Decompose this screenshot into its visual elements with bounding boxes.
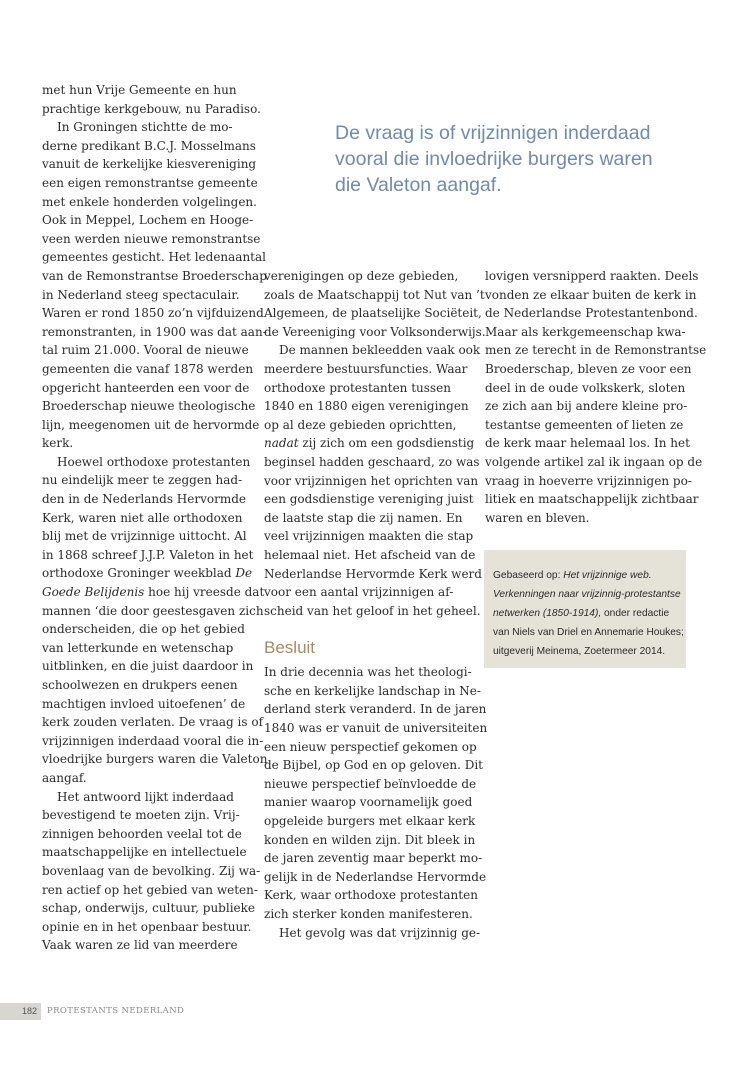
text-line: remonstranten, in 1900 was dat aan- bbox=[42, 324, 267, 339]
text-line: zinnigen behoorden veelal tot de bbox=[42, 826, 242, 841]
text-line: voor een aantal vrijzinnigen af- bbox=[264, 585, 454, 600]
text-line: vrijzinnigen inderdaad vooral die in- bbox=[42, 733, 264, 748]
paragraph bbox=[42, 118, 267, 453]
text-line bbox=[42, 564, 253, 583]
text-line bbox=[42, 583, 265, 602]
text-line: Nederlandse Hervormde Kerk werd bbox=[264, 566, 482, 581]
column-1 bbox=[42, 81, 268, 955]
text-span: onder redactie bbox=[601, 608, 670, 619]
text-line: zich sterker konden manifesteren. bbox=[264, 907, 473, 921]
text-line: Algemeen, de plaatselijke Sociëteit, bbox=[264, 306, 482, 321]
text-line: voor vrijzinnigen het oprichten van bbox=[264, 473, 479, 488]
text-line: beginsel hadden geschaard, zo was bbox=[264, 454, 480, 469]
paragraph bbox=[264, 267, 486, 341]
text-line: de jaren zeventig maar beperkt mo- bbox=[264, 851, 483, 866]
text-line: in 1868 schreef J.J.P. Valeton in het bbox=[42, 547, 254, 562]
paragraph bbox=[485, 267, 707, 527]
text-line: manier waarop voornamelijk goed bbox=[264, 795, 473, 810]
source-line bbox=[493, 585, 681, 604]
source-line: van Niels van Driel en Annemarie Houkes; bbox=[493, 627, 684, 638]
pull-quote-line: vooral die invloedrijke burgers waren bbox=[335, 148, 653, 170]
text-span: zij zich om een godsdienstig bbox=[298, 436, 475, 451]
text-line: prachtige kerkgebouw, nu Paradiso. bbox=[42, 101, 261, 116]
text-line: uitblinken, en die juist daardoor in bbox=[42, 659, 254, 674]
text-line: zoals de Maatschappij tot Nut van ’t bbox=[264, 287, 485, 302]
text-line: nu eindelijk meer te zeggen had- bbox=[42, 473, 243, 488]
text-line: orthodoxe protestanten tussen bbox=[264, 380, 451, 395]
text-line: van letterkunde en wetenschap bbox=[42, 640, 234, 655]
text-line: veel vrijzinnigen maakten die stap bbox=[264, 529, 474, 544]
book-title: Verkenningen naar vrijzinnig-protestantse bbox=[493, 589, 681, 600]
text-line: De mannen bekleedden vaak ook bbox=[279, 343, 481, 358]
book-title: Het vrijzinnige web. bbox=[563, 570, 652, 581]
text-line: Ook in Meppel, Lochem en Hooge- bbox=[42, 213, 254, 228]
source-line: uitgeverij Meinema, Zoetermeer 2014. bbox=[493, 646, 666, 657]
text-line: gelijk in de Nederlandse Hervormde bbox=[264, 869, 487, 884]
text-line: men ze terecht in de Remonstrantse bbox=[485, 343, 707, 358]
paragraph bbox=[42, 453, 268, 788]
pull-quote-line: De vraag is of vrijzinnigen inderdaad bbox=[335, 122, 651, 144]
text-line: Hoewel orthodoxe protestanten bbox=[57, 454, 251, 469]
text-line: met enkele honderden volgelingen. bbox=[42, 194, 257, 209]
text-line: verenigingen op deze gebieden, bbox=[264, 269, 459, 283]
text-line: de laatste stap die zij namen. En bbox=[264, 510, 463, 525]
italic-title: Goede Belijdenis bbox=[42, 585, 145, 600]
text-line: tal ruim 21.000. Vooral de nieuwe bbox=[42, 343, 249, 358]
text-line: vanuit de kerkelijke kiesvereniging bbox=[42, 157, 257, 172]
text-line: schoolwezen en drukpers eenen bbox=[42, 678, 238, 692]
text-line: machtigen invloed uitoefenen’ de bbox=[42, 696, 246, 711]
text-line: nieuwe perspectief beïnvloedde de bbox=[264, 776, 477, 791]
text-line: Kerk, waren niet alle orthodoxen bbox=[42, 510, 243, 525]
text-line: 1840 was er vanuit de universiteiten bbox=[264, 721, 488, 736]
text-line: deel in de oude volkskerk, sloten bbox=[485, 380, 686, 395]
text-line: volgende artikel zal ik ingaan op de bbox=[485, 454, 703, 469]
text-line: blij met de vrijzinnige uittocht. Al bbox=[42, 529, 247, 544]
text-line: lijn, meegenomen uit de hervormde bbox=[42, 417, 260, 432]
text-line: onderscheiden, die op het gebied bbox=[42, 622, 245, 637]
text-line: de Bijbel, op God en op geloven. Dit bbox=[264, 758, 483, 773]
text-line: veen werden nieuwe remonstrantse bbox=[42, 231, 261, 246]
text-line: mannen ‘die door geestesgaven zich bbox=[42, 603, 264, 618]
text-line: een godsdienstige vereniging juist bbox=[264, 492, 474, 507]
text-span: Gebaseerd op: bbox=[493, 570, 564, 581]
paragraph bbox=[264, 341, 482, 620]
text-line: de kerk maar helemaal los. In het bbox=[485, 436, 690, 451]
text-line: bevestigend te moeten zijn. Vrij- bbox=[42, 808, 240, 823]
text-line: In drie decennia was het theologi- bbox=[264, 665, 472, 680]
text-line: Maar als kerkgemeenschap kwa- bbox=[485, 324, 686, 339]
text-line: kerk zouden verlaten. De vraag is of bbox=[42, 715, 264, 730]
text-line: litiek en maatschappelijk zichtbaar bbox=[485, 492, 699, 507]
text-line: lovigen versnipperd raakten. Deels bbox=[485, 269, 699, 283]
text-line: met hun Vrije Gemeente en hun bbox=[42, 83, 237, 97]
text-line: vloedrijke burgers waren die Valeton bbox=[42, 752, 268, 767]
text-line: gemeenten die vanaf 1878 werden bbox=[42, 361, 254, 376]
publication-name: PROTESTANTS NEDERLAND bbox=[47, 1006, 185, 1016]
paragraph bbox=[264, 663, 488, 923]
paragraph bbox=[264, 924, 481, 943]
text-line: opgericht hanteerden een voor de bbox=[42, 380, 250, 395]
text-line: vraag in hoeverre vrijzinnigen po- bbox=[485, 473, 692, 488]
book-title: netwerken (1850-1914), bbox=[493, 608, 602, 619]
text-line: de Vereeniging voor Volksonderwijs. bbox=[264, 324, 486, 339]
italic-title: De bbox=[235, 566, 253, 581]
text-line: Het antwoord lijkt inderdaad bbox=[57, 789, 234, 804]
text-line: Waren er rond 1850 zo’n vijfduizend bbox=[42, 306, 264, 321]
text-line: den in de Nederlands Hervormde bbox=[42, 492, 247, 507]
page-footer bbox=[0, 1003, 260, 1020]
source-line bbox=[493, 566, 678, 585]
text-span: orthodoxe Groninger weekblad bbox=[42, 566, 236, 581]
text-line: een eigen remonstrantse gemeente bbox=[42, 175, 258, 190]
text-line: de Nederlandse Protestantenbond. bbox=[485, 306, 698, 321]
text-line: opinie en in het openbaar bestuur. bbox=[42, 919, 252, 934]
text-line: meerdere bestuursfuncties. Waar bbox=[264, 361, 468, 376]
text-line: ren actief op het gebied van weten- bbox=[42, 882, 258, 897]
text-line: testantse gemeenten of lieten ze bbox=[485, 417, 684, 432]
text-line: in Nederland steeg spectaculair. bbox=[42, 287, 240, 302]
source-line bbox=[493, 604, 678, 623]
text-line: sche en kerkelijke landschap in Ne- bbox=[264, 683, 481, 698]
text-line: opgeleide burgers met elkaar kerk bbox=[264, 814, 476, 829]
text-line: een nieuw perspectief gekomen op bbox=[264, 739, 477, 754]
source-box bbox=[484, 550, 686, 668]
paragraph bbox=[42, 788, 261, 955]
text-line: 1840 en 1880 eigen verenigingen bbox=[264, 399, 469, 414]
pull-quote bbox=[335, 120, 665, 198]
text-line: ze zich aan bij andere kleine pro- bbox=[485, 399, 688, 414]
text-line: kerk. bbox=[42, 436, 74, 451]
text-line bbox=[264, 434, 475, 453]
text-line: In Groningen stichtte de mo- bbox=[57, 120, 233, 135]
text-line: Kerk, waar orthodoxe protestanten bbox=[264, 888, 478, 903]
text-line: maatschappelijke en intellectuele bbox=[42, 845, 247, 860]
pull-quote-line: die Valeton aangaf. bbox=[335, 174, 502, 196]
text-line: Het gevolg was dat vrijzinnig ge- bbox=[279, 925, 481, 940]
text-line: waren en bleven. bbox=[485, 510, 590, 525]
column-3 bbox=[485, 267, 707, 527]
italic-word: nadat bbox=[264, 436, 299, 451]
paragraph bbox=[42, 81, 261, 118]
text-line: Vaak waren ze lid van meerdere bbox=[42, 938, 238, 953]
text-line: derland sterk veranderd. In de jaren bbox=[264, 702, 487, 717]
text-line: vonden ze elkaar buiten de kerk in bbox=[485, 287, 697, 302]
section-heading: Besluit bbox=[264, 638, 316, 658]
text-line: van de Remonstrantse Broederschap bbox=[42, 268, 267, 283]
text-line: Broederschap nieuwe theologische bbox=[42, 399, 256, 414]
text-line: bovenlaag van de bevolking. Zij wa- bbox=[42, 863, 261, 878]
text-line: Broederschap, bleven ze voor een bbox=[485, 361, 692, 376]
page-number: 182 bbox=[0, 1003, 41, 1020]
text-line: konden en wilden zijn. Dit bleek in bbox=[264, 832, 476, 847]
text-span: hoe hij vreesde dat bbox=[144, 585, 265, 600]
text-line: scheid van het geloof in het geheel. bbox=[264, 603, 481, 618]
column-2 bbox=[264, 267, 488, 942]
text-line: derne predikant B.C.J. Mosselmans bbox=[42, 138, 256, 153]
text-line: aangaf. bbox=[42, 770, 87, 785]
text-line: helemaal niet. Het afscheid van de bbox=[264, 547, 476, 562]
text-line: op al deze gebieden oprichtten, bbox=[264, 417, 457, 432]
text-line: schap, onderwijs, cultuur, publieke bbox=[42, 901, 256, 916]
text-line: gemeentes gesticht. Het ledenaantal bbox=[42, 250, 266, 265]
